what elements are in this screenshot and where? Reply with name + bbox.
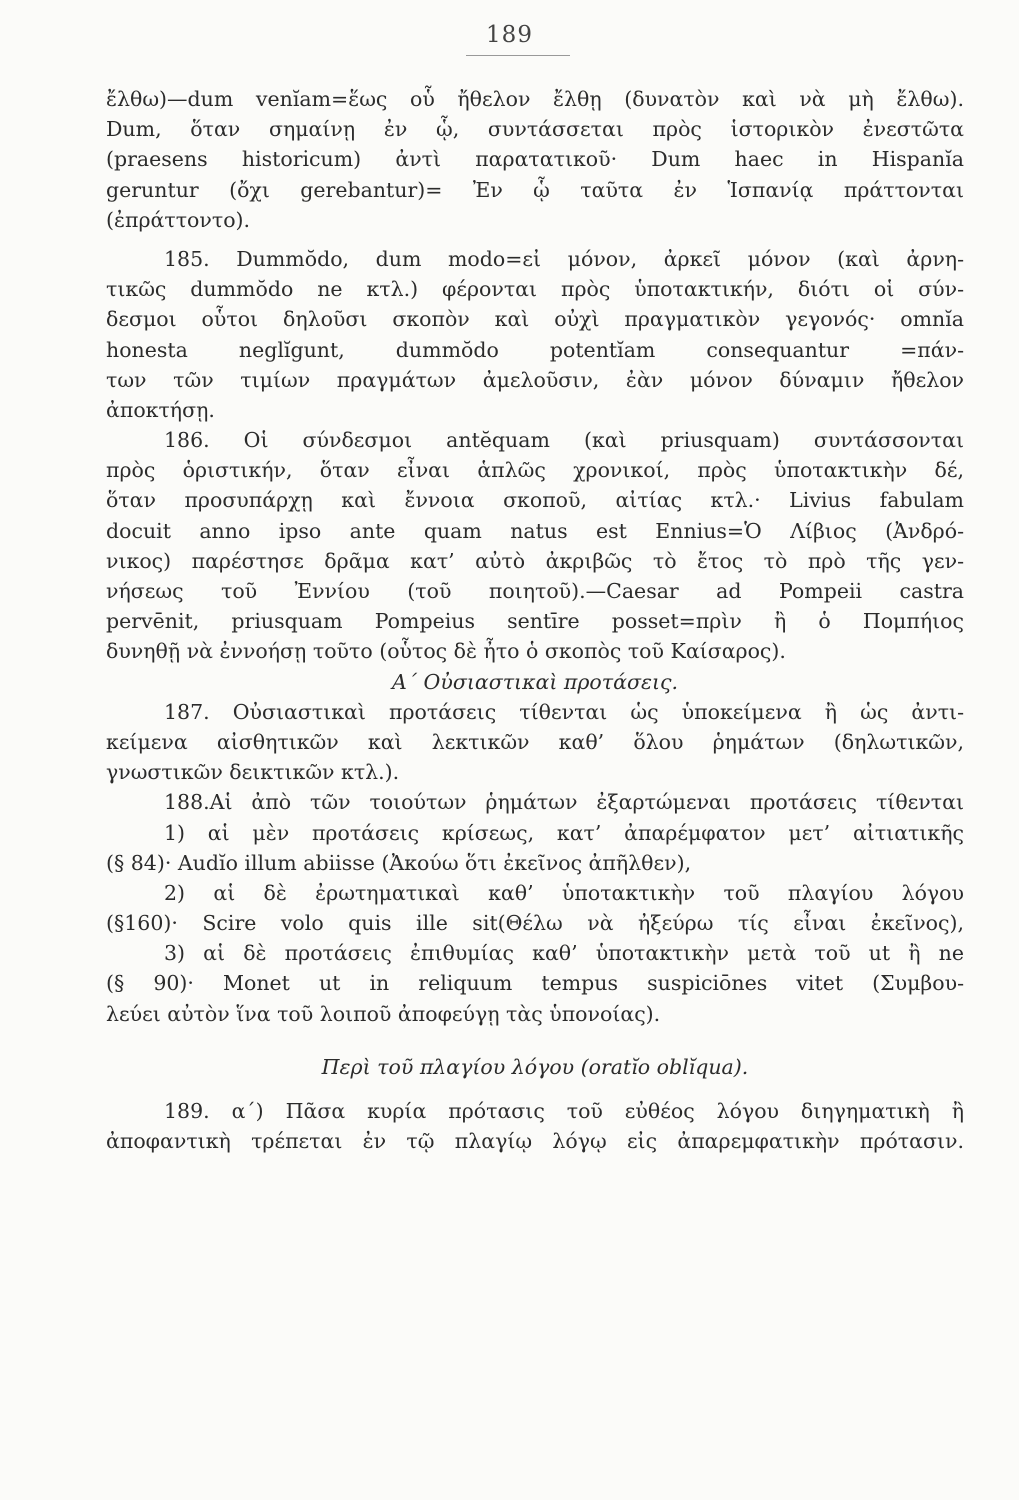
section-heading-substantive-clauses: Α΄ Οὐσιαστικαὶ προτάσεις. <box>391 669 678 694</box>
text-line: geruntur (ὄχι gerebantur)= Ἐν ᾧ ταῦτα ἐν Ἱσπανίᾳ πράττονται <box>106 177 964 202</box>
text-line: pervēnit, priusquam Pompeius sentīre posset=πρὶν ἢ ὁ Πομπήιος <box>106 609 964 634</box>
text-line: νικος) παρέστησε δρᾶμα κατ’ αὐτὸ ἀκριβῶς τὸ ἔτος τὸ πρὸ τῆς γεν- <box>106 548 964 573</box>
paragraph-185-start: 185. Dummŏdo, dum modo=εἰ μόνον, ἀρκεῖ μόνον (καὶ ἀρνη- <box>164 246 964 271</box>
text-line: δεσμοι οὗτοι δηλοῦσι σκοπὸν καὶ οὐχὶ πραγματικὸν γεγονός· omnĭa <box>106 307 964 332</box>
section-heading-oratio-obliqua: Περὶ τοῦ πλαγίου λόγου (oratĭo oblĭqua). <box>321 1054 749 1079</box>
text-line: docuit anno ipso ante quam natus est Ennius=Ὁ Λίβιος (Ἀνδρό- <box>106 518 964 543</box>
text-line: ἀποφαντικὴ τρέπεται ἐν τῷ πλαγίῳ λόγῳ εἰς ἀπαρεμφατικὴν πρότασιν. <box>106 1129 964 1154</box>
list-item-1: 1) αἱ μὲν προτάσεις κρίσεως, κατ’ ἀπαρέμφατον μετ’ αἰτιατικῆς <box>164 820 964 845</box>
text-line: ὅταν προσυπάρχῃ καὶ ἔννοια σκοποῦ, αἰτίας κτλ.· Livius fabulam <box>106 488 964 513</box>
list-item-2: 2) αἱ δὲ ἐρωτηματικαὶ καθ’ ὑποτακτικὴν τοῦ πλαγίου λόγου <box>164 880 964 905</box>
text-line: νήσεως τοῦ Ἐννίου (τοῦ ποιητοῦ).—Caesar ad Pompeii castra <box>106 579 964 603</box>
text-line: (ἐπράττοντο). <box>106 207 251 232</box>
paragraph-187-start: 187. Οὐσιαστικαὶ προτάσεις τίθενται ὡς ὑποκείμενα ἢ ὡς ἀντι- <box>164 699 964 724</box>
text-line: (§ 90)· Monet ut in reliquum tempus suspiciōnes vitet (Συμβου- <box>106 971 964 996</box>
text-line: γνωστικῶν δεικτικῶν κτλ.). <box>106 760 400 785</box>
text-body <box>106 84 964 1156</box>
text-line: ἔλθω)—dum venĭam=ἕως οὗ ἤθελον ἔλθῃ (δυνατὸν καὶ νὰ μὴ ἔλθω). <box>106 87 964 111</box>
paragraph-186-start: 186. Οἱ σύνδεσμοι antĕquam (καὶ priusquam) συντάσσονται <box>164 428 964 453</box>
text-line: δυνηθῇ νὰ ἐννοήσῃ τοῦτο (οὗτος δὲ ἦτο ὁ σκοπὸς τοῦ Καίσαρος). <box>106 639 786 664</box>
text-line: λεύει αὐτὸν ἵνα τοῦ λοιποῦ ἀποφεύγῃ τὰς ὑπονοίας). <box>106 1001 661 1026</box>
text-line: κείμενα αἰσθητικῶν καὶ λεκτικῶν καθ’ ὅλου ῥημάτων (δηλωτικῶν, <box>106 729 964 754</box>
text-line: (praesens histori̇cum) ἀντὶ παρατατικοῦ· Dum haec in Hispanĭa <box>106 147 964 172</box>
text-line: Dum, ὅταν σημαίνῃ ἐν ᾧ, συντάσσεται πρὸς ἱστορικὸν ἐνεστῶτα <box>106 117 964 142</box>
page-number-rule <box>466 55 570 56</box>
text-line: (§ 84)· Audĭo illum abiisse (Ἀκούω ὅτι ἐκεῖνος ἀπῆλθεν), <box>106 850 692 875</box>
paragraph-188-start: 188.Αἱ ἀπὸ τῶν τοιούτων ῥημάτων ἐξαρτώμεναι προτάσεις τίθενται <box>164 790 964 815</box>
page-number: 189 <box>486 22 533 48</box>
text-line: πρὸς ὁριστικήν, ὅταν εἶναι ἁπλῶς χρονικοί, πρὸς ὑποτακτικὴν δέ, <box>106 458 964 483</box>
paragraph-189-start: 189. α΄) Πᾶσα κυρία πρότασις τοῦ εὐθέος λόγου διηγηματικὴ ἢ <box>164 1099 964 1123</box>
text-line: τικῶς dummŏdo ne κτλ.) φέρονται πρὸς ὑποτακτικήν, διότι οἱ σύν- <box>106 277 964 302</box>
text-line: των τῶν τιμίων πραγμάτων ἀμελοῦσιν, ἐὰν μόνον δύναμιν ἤθελον <box>106 367 964 392</box>
text-line: (§160)· Scire volo quis ille sit(Θέλω νὰ ἠξεύρω τίς εἶναι ἐκεῖνος), <box>106 911 964 936</box>
text-line: honesta neglĭgunt, dummŏdo potentĭam consequantur =πάν- <box>106 337 964 362</box>
list-item-3: 3) αἱ δὲ προτάσεις ἐπιθυμίας καθ’ ὑποτακτικὴν μετὰ τοῦ ut ἢ ne <box>164 941 964 966</box>
text-line: ἀποκτήσῃ. <box>106 397 215 422</box>
